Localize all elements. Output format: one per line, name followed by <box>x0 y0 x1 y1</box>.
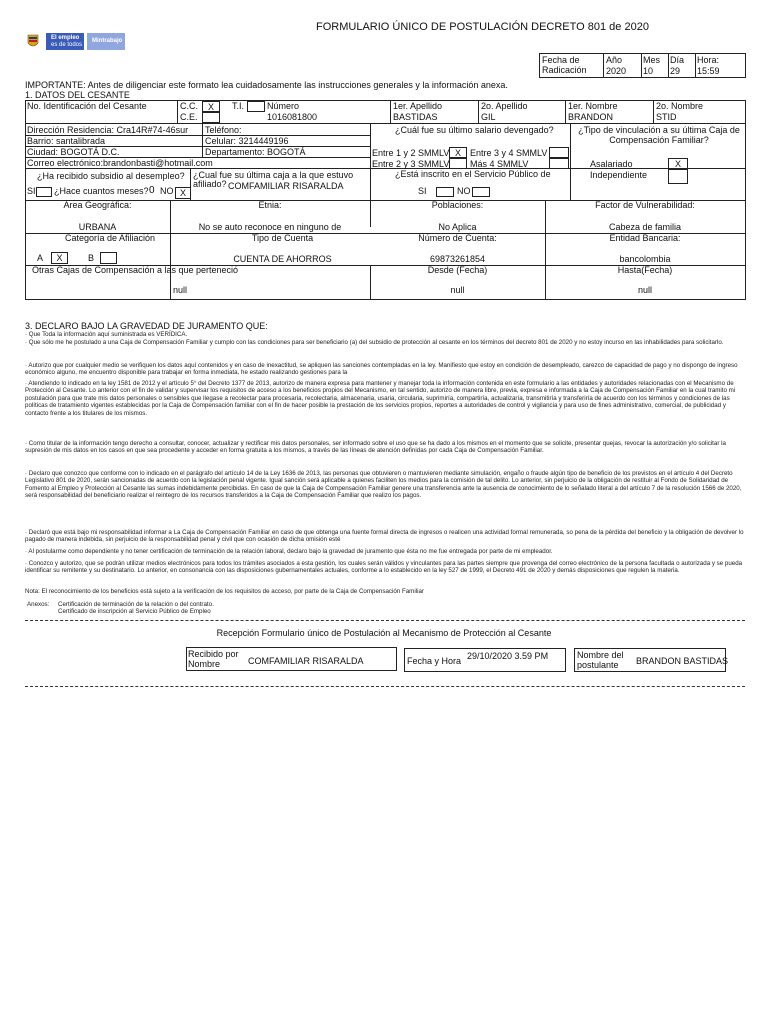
declaracion-4: · Atendiendo lo indicado en la ley 1581 de 2012 y el artículo 5° del Decreto 1377 de 2013, autorizo de manera expresa para mantener y manejar toda la información contenida en este formulario a las entidades y autoridades relacionadas con el Mecanismo de Protección al Cesante. Lo anterior con el fin de validar y supervisar los requisitos de acceso a los beneficios propios del Mecanismo, en tal sentido, autorizo de manera libre, previa, expresa e informada a la Caja de Compensación Familiar en la cual tramito mi postulación para que trate mis datos personales o sensibles que llegase a recolectar para procesaria, recolectaria, almacenaria, usaria, circularia, suprimiría, compartiría, actualizaría, transmitiría y transferiría de acuerdo con los términos y condiciones de las políticas de tratamiento vigentes establecidas por la Caja de Compensación familiar con el fin de hacer posible la prestación de los servicios propios, reportes a autoridades de control y vigilancia y para uso de fines administrativo, comercial, de publicidad y contacto frente a los titulares de los mismos. <box>25 380 736 417</box>
categoria-label: Categoría de Afiliación <box>64 233 156 243</box>
correo-field: Correo electrónico:brandonbasti@hotmail.com <box>27 158 213 168</box>
caja-question: ¿Cual fue su última caja a la que estuvo afiliado? <box>193 170 354 189</box>
subsidio-no-checkbox[interactable]: X <box>175 187 191 199</box>
asalariado-checkbox[interactable]: X <box>668 158 688 169</box>
ti-label: T.I. <box>232 101 245 111</box>
nombre2-label: 2o. Nombre <box>656 101 704 111</box>
barrio-field: Barrio: santalibrada <box>27 136 106 146</box>
inscrito-question: ¿Está inscrito en el Servicio Público de <box>395 169 551 179</box>
etnia-value: No se auto reconoce en ninguno de <box>198 222 342 232</box>
cut-line-bottom <box>25 686 745 687</box>
declaracion-8: · Al postularme como dependiente y no tener certificación de terminación de la relación laboral, declaro bajo la gravedad de juramento que ésta no me fue entregada por parte de mi empleador. <box>25 548 553 555</box>
hasta-label: Hasta(Fecha) <box>617 265 673 275</box>
importante-note: IMPORTANTE: Antes de diligenciar este formato lea cuidadosamente las instrucciones generales y la información anexa. <box>25 80 508 90</box>
anexo-1: Certificación de terminación de la relación o del contrato. <box>58 601 214 608</box>
ti-checkbox[interactable] <box>247 101 265 112</box>
subsidio-si-checkbox[interactable] <box>36 187 52 197</box>
declaracion-9: · Conozco y autorizo, que se podrán utilizar medios electrónicos para todos los trámites asociados a esta gestión, los cuales serán válidos y vinculantes para las partes siempre que provenga del correo electrónico de la persona facultada o autorizada y se pueda identificar su remitente y su destinatario. Lo anterior, en consonancia con las disposiciones gubernamentales actuales, conforme a lo establecido en la ley 527 de 1999, el Decreto 491 de 2020 y demás disposiciones que regulen la materia. <box>25 560 743 575</box>
area-label: Área Geográfica: <box>63 200 132 210</box>
section1-title: 1. DATOS DEL CESANTE <box>25 90 130 100</box>
asalariado-label: Asalariado <box>590 159 633 169</box>
direccion-field: Dirección Residencia: Cra14R#74-46sur <box>27 125 189 135</box>
desde-value: null <box>450 285 465 295</box>
independiente-label: Independiente <box>590 170 648 180</box>
year-label: Año <box>606 55 623 65</box>
day-value: 29 <box>670 66 681 76</box>
form-title: FORMULARIO ÚNICO DE POSTULACIÓN DECRETO 801 de 2020 <box>316 21 649 33</box>
declaracion-3: · Autorizo que por cualquier medio se verifiquen los datos aquí contenidos y en caso de inexactitud, se apliquen las sanciones contempladas en la ley. Manifiesto que estoy en condición de desempleado, carezco de capacidad de pago y no dispongo de ingreso económico alguno, me encuentro disponible para trabajar en forma inmediata, he estado realizando gestiones para la <box>25 362 738 377</box>
recibido-label: Recibido por Nombre <box>188 649 239 669</box>
logo-text-2: es de todos <box>51 42 83 48</box>
logo-text-3: Mintrabajo <box>92 38 123 44</box>
banco-value: bancolombia <box>619 254 671 264</box>
categoria-a-checkbox[interactable]: X <box>51 252 68 264</box>
postulante-value: BRANDON BASTIDAS <box>636 656 729 666</box>
inscrito-si-checkbox[interactable] <box>436 187 454 197</box>
numero-value: 1016081800 <box>267 112 318 122</box>
declaracion-7: · Declaró que está bajo mi responsabilidad informar a La Caja de Compensación Familiar en caso de que obtenga una fuente formal directa de ingresos o realicen una actividad formal remunerada, so pena de la pérdida del beneficio y la obligación de devolver lo pagado de manera indebida, sin perjuicio de la responsabilidad penal y civil que con ocasión de dicha omisión esté <box>25 529 744 544</box>
cut-line <box>25 620 745 621</box>
apellido1-value: BASTIDAS <box>393 112 438 122</box>
id-label: No. Identificación del Cesante <box>27 101 147 111</box>
month-label: Mes <box>643 55 661 65</box>
otras-cajas-label: Otras Cajas de Compensación a las que perteneció <box>31 265 239 275</box>
hour-label: Hora: <box>697 55 720 65</box>
salario-question: ¿Cuál fue su último salario devengado? <box>395 125 554 135</box>
inscrito-no-checkbox[interactable] <box>472 187 490 197</box>
categoria-b-checkbox[interactable] <box>100 252 117 264</box>
celular-field: Celular: 3214449196 <box>205 136 289 146</box>
inscrito-si-label: SI <box>418 186 427 196</box>
salario-3-checkbox[interactable] <box>549 147 569 158</box>
logo-text-1: El empleo <box>51 35 80 41</box>
inscrito-no-label: NO <box>457 186 471 196</box>
independiente-checkbox[interactable] <box>668 169 688 184</box>
caja-value: COMFAMILIAR RISARALDA <box>228 181 344 191</box>
salario-1-checkbox[interactable]: X <box>449 147 467 158</box>
declaracion-1: · Que Toda la información aquí suministrada es VERÍDICA. <box>25 331 188 338</box>
numero-cuenta-value: 69873261854 <box>429 254 486 264</box>
nota: Nota: El reconocimiento de los beneficios está sujeto a la verificación de los requisitos de acceso, por parte de la Caja de Compensación Familiar <box>25 588 424 595</box>
subsidio-question: ¿Ha recibido subsidio al desempleo? <box>37 171 185 181</box>
cc-checkbox[interactable]: X <box>202 101 220 112</box>
recepcion-title: Recepción Formulario único de Postulación al Mecanismo de Protección al Cesante <box>216 628 552 638</box>
salario-option-2: Entre 2 y 3 SMMLV <box>372 159 450 169</box>
desde-label: Desde (Fecha) <box>427 265 488 275</box>
ce-checkbox[interactable] <box>202 112 220 123</box>
meses-value: 0 <box>149 185 155 196</box>
meses-question: ¿Hace cuantos meses? <box>54 186 149 196</box>
numero-label: Número <box>267 101 300 111</box>
salario-option-3: Entre 3 y 4 SMMLV <box>470 148 548 158</box>
postulante-label: Nombre del postulante <box>577 650 624 670</box>
poblaciones-value: No Aplica <box>438 222 477 232</box>
fecha-value: 29/10/2020 3.59 PM <box>467 651 549 661</box>
tipo-cuenta-value: CUENTA DE AHORROS <box>233 254 332 264</box>
apellido2-value: GIL <box>481 112 496 122</box>
section3-title: 3. DECLARO BAJO LA GRAVEDAD DE JURAMENTO QUE: <box>25 321 268 331</box>
ciudad-field: Ciudad: BOGOTÁ D.C. <box>27 147 120 157</box>
vulnerabilidad-value: Cabeza de familia <box>608 222 682 232</box>
vinculacion-question: ¿Tipo de vinculación a su última Caja de Compensación Familiar? <box>578 125 740 145</box>
hour-value: 15:59 <box>697 66 720 76</box>
recibido-value: COMFAMILIAR RISARALDA <box>248 656 364 666</box>
departamento-field: Departamento: BOGOTÁ <box>205 147 306 157</box>
salario-option-4: Más 4 SMMLV <box>470 159 529 169</box>
hasta-value: null <box>637 285 652 295</box>
cc-label: C.C. <box>180 101 198 111</box>
nombre2-value: STID <box>656 112 677 122</box>
apellido2-label: 2o. Apellido <box>481 101 528 111</box>
declaracion-2: · Que sólo me he postulado a una Caja de Compensación Familiar y cumplo con las condiciones para ser beneficiario (a) del subsidio de protección al cesante en los términos del decreto 801 de 2020 y no estoy incurso en las inhabilidades para solicitarlo. <box>25 339 724 346</box>
anexos-label: Anexos: <box>27 601 50 608</box>
declaracion-6: · Declaro que conozco que conforme con lo indicado en el parágrafo del artículo 14 de la Ley 1636 de 2013, las personas que obtuvieren o mantuvieren mediante simulación, engaño o fraude algún tipo de beneficio de los previstos en el artículo 4 del Decreto Legislativo 801 de 2020, serán sancionadas de acuerdo con la legislación penal vigente. Igual sanción será aplicable a quienes faciliten los medios para la comisión de tal delito. Lo anterior, sin perjuicio de la obligación de restituir al Fondo de Solidaridad de Fomento al Empleo y Protección al Cesante las sumas indebidamente percibidas. En caso de que la Caja de Compensación Familiar genere una transferencia ante la ausencia de conocimiento de lo señalado literal a del artículo 7 de la resolución 1566 de 2020, será responsabilidad del beneficiario realizar el reintegro de los recursos transferidos a la Caja de Compensación Familiar que realizo los pagos. <box>25 470 742 500</box>
telefono-field: Teléfono: <box>205 125 242 135</box>
area-value: URBANA <box>78 222 117 232</box>
vulnerabilidad-label: Factor de Vulnerabilidad: <box>595 200 695 210</box>
ministry-logo <box>24 31 128 52</box>
etnia-label: Etnia: <box>258 200 282 210</box>
nombre1-label: 1er. Nombre <box>568 101 618 111</box>
categoria-a-label: A <box>37 253 44 263</box>
declaracion-5: · Como titular de la información tengo derecho a consultar, conocer, actualizar y rectificar mis datos personales, ser informado sobre el uso que se ha dado a los mismos en el momento que se solicite, presentar quejas, revocar la autorización y/o solicitar la supresión de mis datos en los casos en que sea procedente y acceder en forma gratuita a los mismos, a través de las líneas de atención definidas por cada Caja de Compensación Familiar. <box>25 440 726 455</box>
subsidio-no-label: NO <box>160 186 174 196</box>
salario-option-1: Entre 1 y 2 SMMLV <box>372 148 450 158</box>
otras-cajas-value: null <box>172 285 187 295</box>
day-label: Día <box>670 55 685 65</box>
anexo-2: Certificado de inscripción al Servicio Público de Empleo <box>58 608 211 615</box>
numero-cuenta-label: Número de Cuenta: <box>418 233 497 243</box>
ce-label: C.E. <box>180 112 198 122</box>
categoria-b-label: B <box>88 253 95 263</box>
subsidio-si-label: SI <box>27 186 36 196</box>
salario-4-checkbox[interactable] <box>549 158 569 169</box>
tipo-cuenta-label: Tipo de Cuenta <box>251 233 314 243</box>
banco-label: Entidad Bancaria: <box>609 233 681 243</box>
year-value: 2020 <box>606 66 627 76</box>
fecha-label: Fecha y Hora <box>407 656 462 666</box>
radicacion-label: Fecha de Radicación <box>542 55 587 75</box>
month-value: 10 <box>643 66 654 76</box>
salario-2-checkbox[interactable] <box>449 158 467 169</box>
poblaciones-label: Poblaciones: <box>431 200 484 210</box>
apellido1-label: 1er. Apellido <box>393 101 443 111</box>
nombre1-value: BRANDON <box>568 112 614 122</box>
